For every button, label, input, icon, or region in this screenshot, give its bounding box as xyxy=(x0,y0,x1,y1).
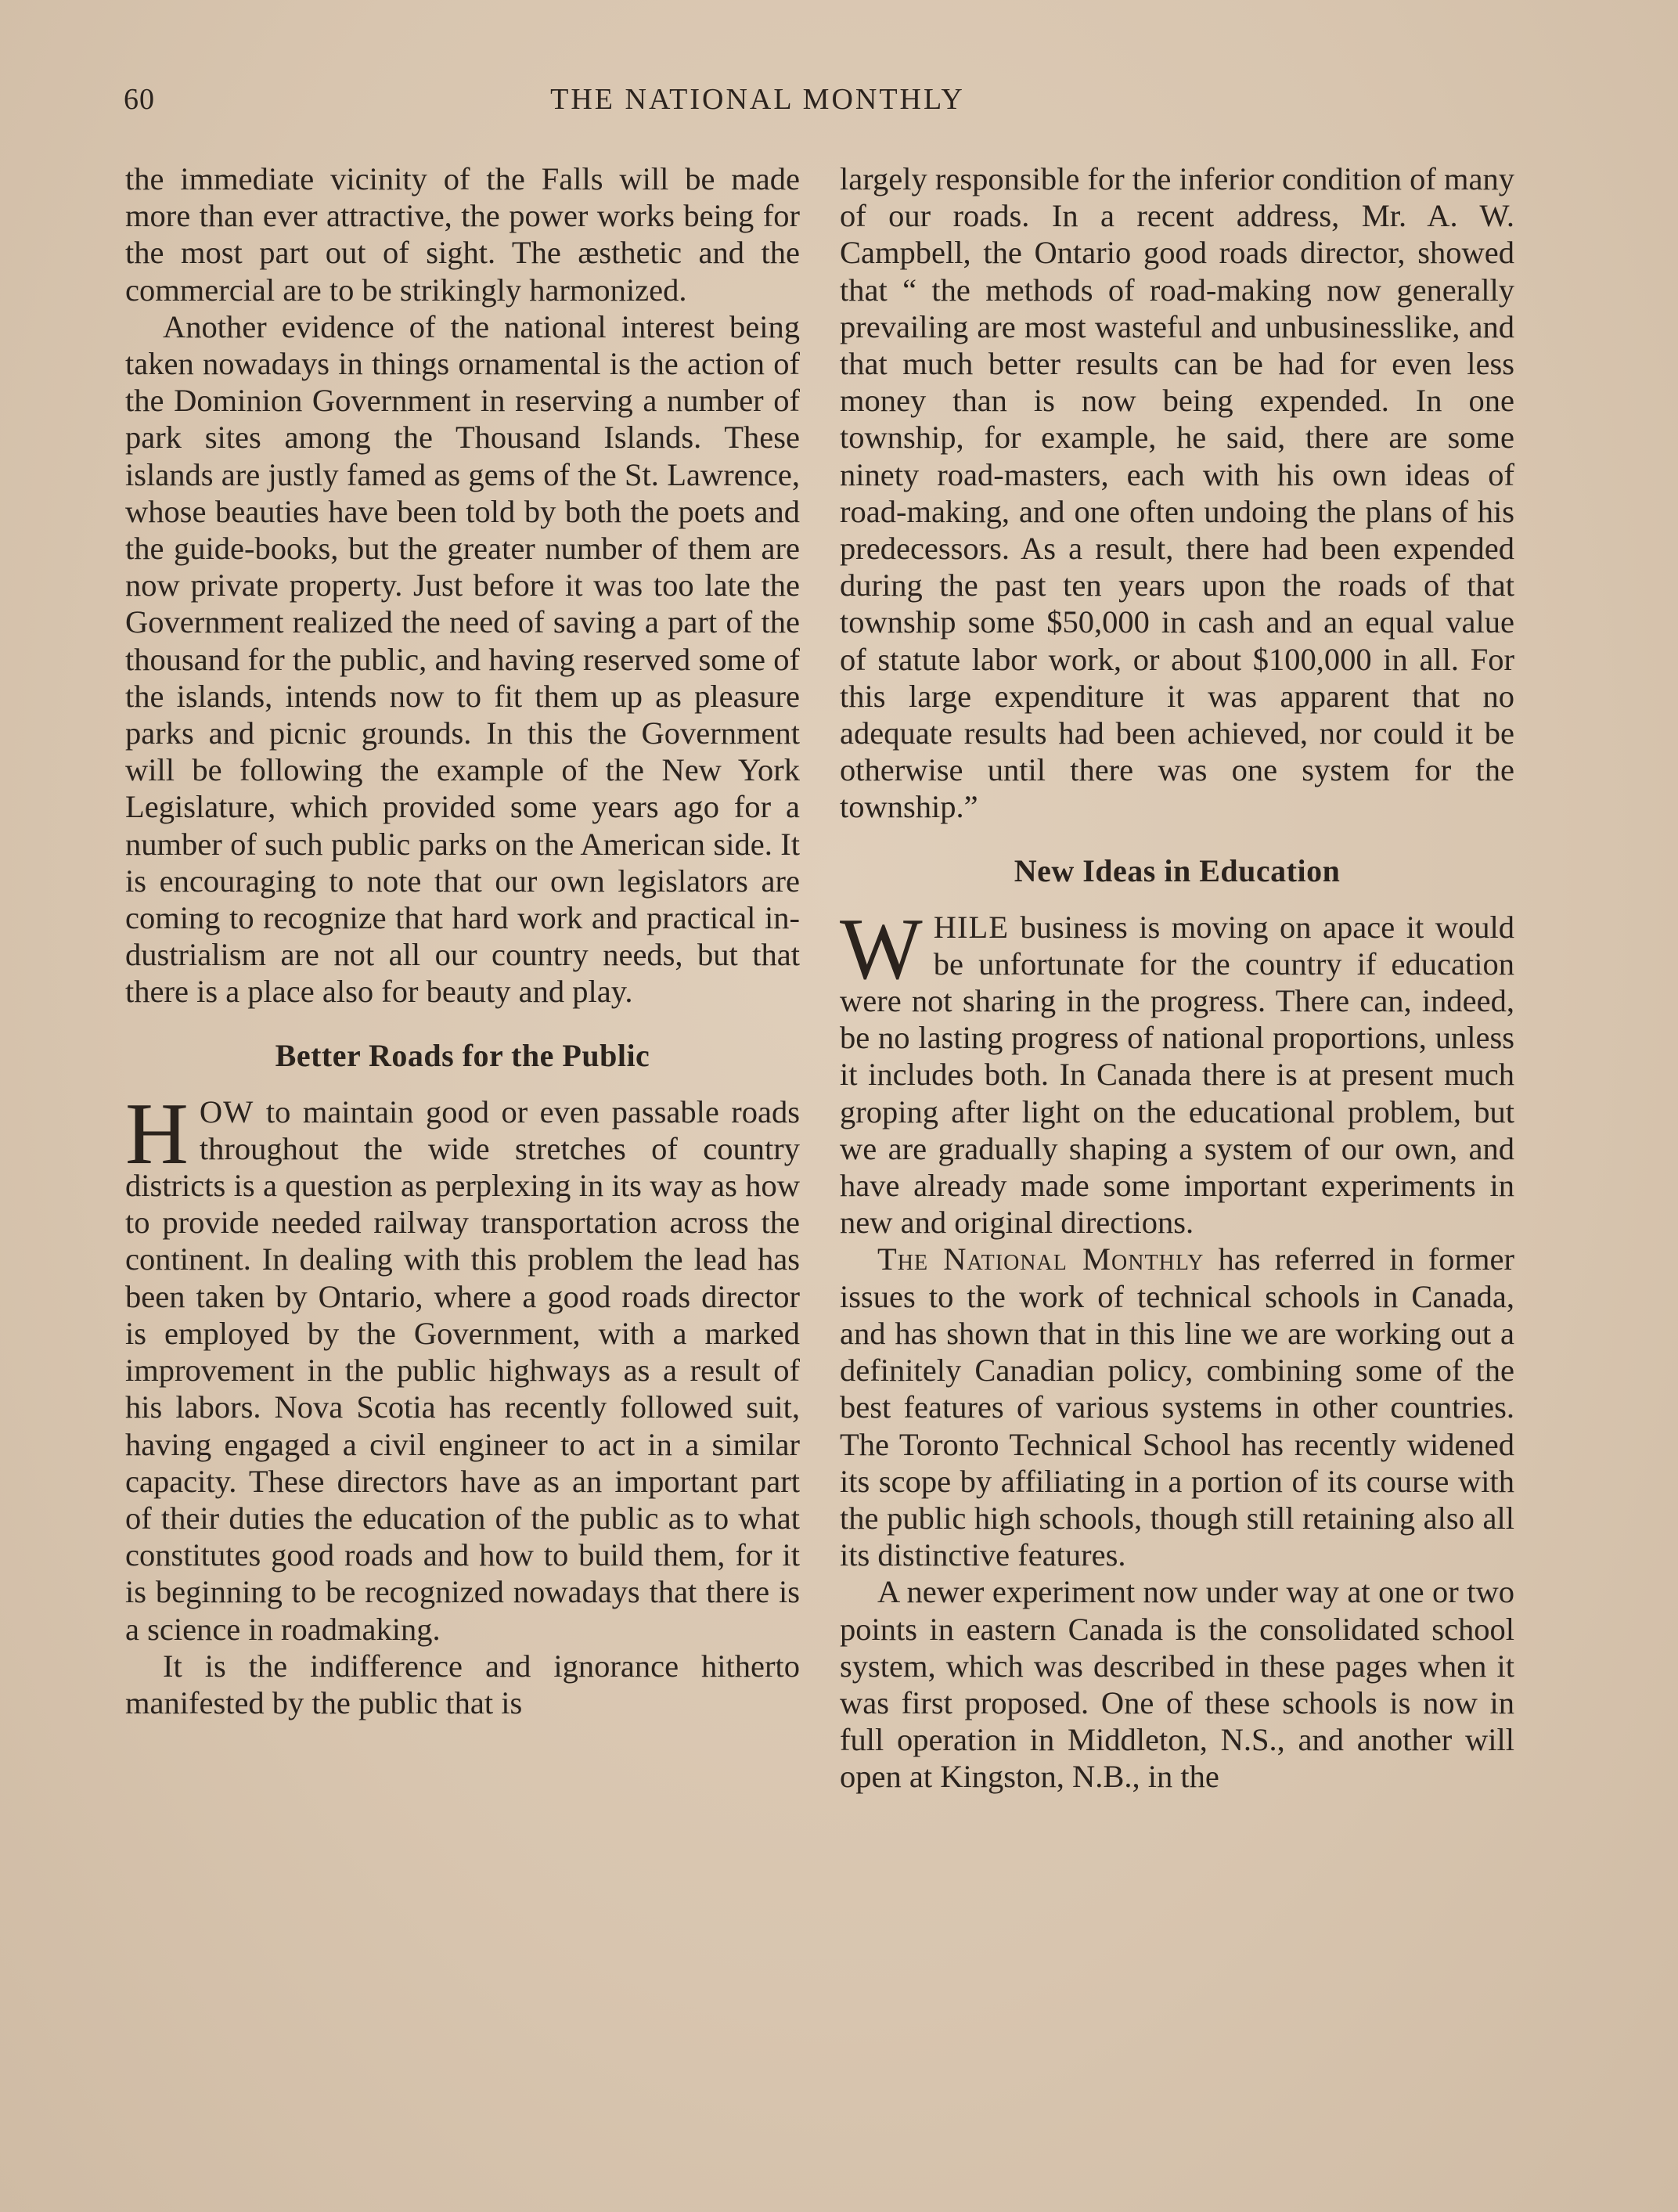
lead-caps: HILE xyxy=(933,909,1009,945)
lead-caps: OW xyxy=(199,1093,254,1129)
running-title: THE NATIONAL MONTHLY xyxy=(550,83,965,116)
paragraph: largely responsible for the inferior condition of many of our roads. In a recent address, Mr. A. W. Campbell, the Ontario good roads director, showed that “ the methods of road-making now generally prevailing are most wasteful and unbusinesslike, and that much better results can be had for even less money than is now being expended. In one township, for example, he said, there are some ninety road-masters, each with his own ideas of road-making, and one often undoing the plans of his predecessors. As a result, there had been expended during the past ten years upon the roads of that township some $50,000 in cash and an equal value of statute labor work, or about $100,000 in all. For this large expenditure it was apparent that no adequate results had been achieved, nor could it be otherwise until there was one system for the township.” xyxy=(840,161,1514,825)
magazine-name: The National Monthly xyxy=(877,1241,1204,1277)
left-column xyxy=(125,160,800,1721)
section-heading: Better Roads for the Public xyxy=(275,1037,650,1073)
paragraph-text: business is moving on apace it would be unfortunate for the country if education were not sharing in the progress. There can, indeed, be no lasting progress of national proportions, unless it includes both. In Canada there is at present much groping after light on the educational problem, but we are gradually shaping a system of our own, and have already made some important experiments in new and original directions. xyxy=(840,909,1514,1241)
paragraph-text: has referred in former issues to the work of technical schools in Canada, and has shown that in this line we are working out a definitely Canadian policy, combining some of the best features of various systems in other countries. The Toronto Technical School has recently widened its scope by affiliating in a portion of its course with the public high schools, though still retaining also all its distinctive features. xyxy=(840,1241,1514,1573)
paragraph: A newer experiment now under way at one or two points in eastern Canada is the consolidated school system, which was described in these pages when it was first proposed. One of these schools is now in full operation in Middleton, N.S., and another will open at Kingston, N.B., in the xyxy=(840,1574,1514,1795)
paragraph xyxy=(840,900,1514,1241)
paragraph-text: to maintain good or even passable roads throughout the wide stretches of country districts is a question as perplexing in its way as how to provide needed railway transportation across the continent. In dealing with this problem the lead has been taken by Ontario, where a good roads director is employed by the Government, with a marked improvement in the public highways as a result of his labors. Nova Scotia has recently followed suit, having engaged a civil engineer to act in a similar capacity. These directors have as an important part of their duties the education of the public as to what constitutes good roads and how to build them, for it is beginning to be recognized nowadays that there is a science in roadmaking. xyxy=(125,1093,800,1647)
paragraph xyxy=(125,1085,800,1648)
right-column xyxy=(840,160,1514,1796)
page-number: 60 xyxy=(124,83,155,116)
paragraph: Another evidence of the national interest being taken nowadays in things ornamental is the action of the Dominion Government in reserving a number of park sites among the Thousand Islands. These islands are justly famed as gems of the St. Lawrence, whose beauties have been told by both the poets and the guide-books, but the greater number of them are now private property. Just before it was too late the Government realized the need of saving a part of the thousand for the public, and having reserved some of the islands, intends now to fit them up as pleasure parks and picnic grounds. In this the Government will be following the example of the New York Legislature, which provided some years ago for a number of such public parks on the American side. It is encouraging to note that our own legislators are coming to recognize that hard work and practical industrialism are not all our country needs, but that there is a place also for beauty and play. xyxy=(125,308,800,1010)
drop-cap: W xyxy=(840,900,923,998)
drop-cap: H xyxy=(125,1085,189,1183)
section-heading: New Ideas in Education xyxy=(1014,852,1341,888)
paragraph xyxy=(840,1241,1514,1573)
paragraph: It is the indifference and ignorance hitherto manifested by the public that is xyxy=(125,1648,800,1720)
paragraph: the immediate vicinity of the Falls will be made more than ever attractive, the power works being for the most part out of sight. The æsthetic and the commercial are to be strikingly harmonized. xyxy=(125,161,800,308)
page-header xyxy=(124,82,1517,129)
